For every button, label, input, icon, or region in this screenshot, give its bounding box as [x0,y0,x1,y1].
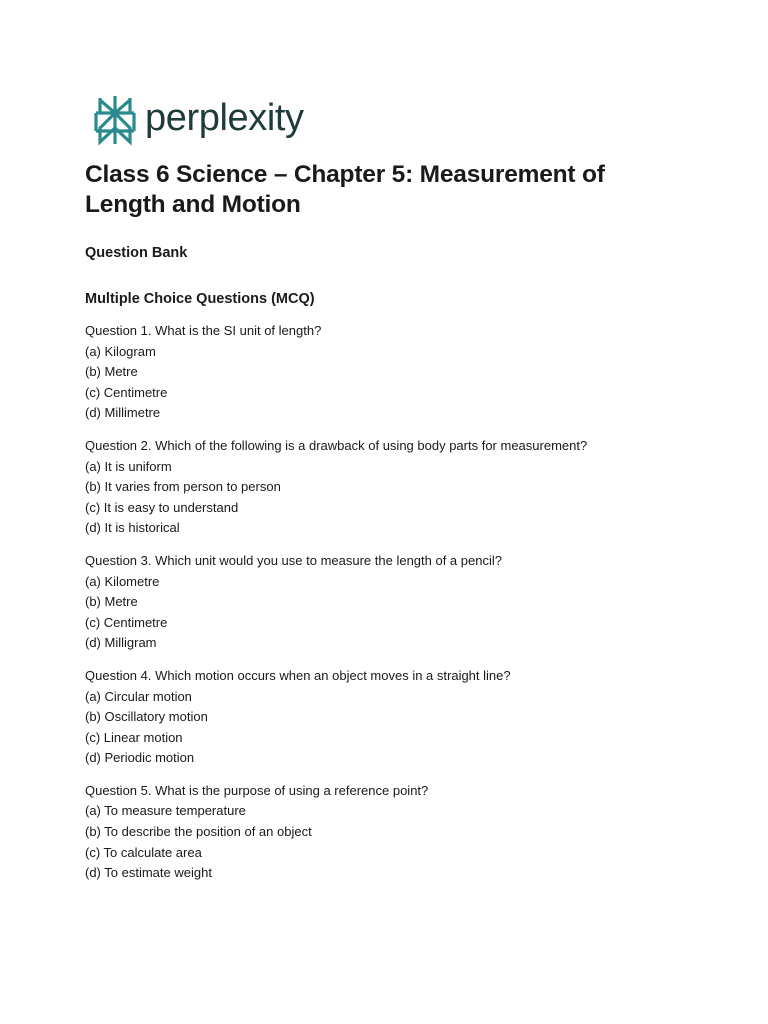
question-4 [85,666,705,769]
brand-name: perplexity [145,97,304,139]
option-c: (c) Centimetre [85,614,168,630]
question-text: Question 4. Which motion occurs when an object moves in a straight line? [85,667,511,683]
question-text: Question 2. Which of the following is a drawback of using body parts for measurement? [85,437,588,453]
question-text: Question 5. What is the purpose of using a reference point? [85,782,429,798]
question-text: Question 1. What is the SI unit of length? [85,323,322,338]
option-c: (c) Linear motion [85,729,183,745]
option-b: (b) Metre [85,364,138,380]
option-a: (a) Kilometre [85,573,160,589]
question-list [85,321,705,896]
option-d: (d) To estimate weight [85,865,212,881]
option-c: (c) To calculate area [85,844,202,860]
option-c: (c) Centimetre [85,384,168,400]
option-a: (a) Circular motion [85,688,192,704]
section-heading: Question Bank [85,245,188,261]
option-d: (d) It is historical [85,520,180,536]
perplexity-logo-icon [94,94,136,146]
option-a: (a) It is uniform [85,458,172,474]
question-1 [85,321,705,424]
option-d: (d) Millimetre [85,405,161,421]
option-a: (a) To measure temperature [85,803,246,819]
document-title: Class 6 Science – Chapter 5: Measurement of Length and Motion [85,161,605,218]
subsection-heading: Multiple Choice Questions (MCQ) [85,291,315,307]
option-d: (d) Milligram [85,635,157,651]
option-b: (b) It varies from person to person [85,479,281,495]
brand-logo [94,92,304,148]
question-2 [85,436,705,539]
option-c: (c) It is easy to understand [85,499,239,515]
question-3 [85,551,705,654]
option-d: (d) Periodic motion [85,750,195,766]
question-5 [85,781,705,884]
question-text: Question 3. Which unit would you use to measure the length of a pencil? [85,552,502,568]
option-b: (b) Oscillatory motion [85,709,208,725]
option-b: (b) To describe the position of an object [85,824,312,840]
option-b: (b) Metre [85,594,138,610]
option-a: (a) Kilogram [85,343,156,359]
